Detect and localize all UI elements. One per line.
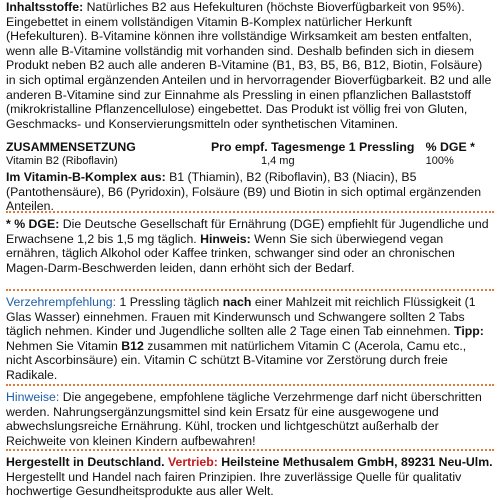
complex-section: [6, 170, 494, 214]
composition-cell-amount: 1,4 mg: [260, 155, 295, 168]
dge-text-1: Die Deutsche Gesellschaft für Ernährung (DGE) empfiehlt für Jugendliche und Erwachsene 1,2 bis 1,5 mg täglich.: [6, 217, 489, 246]
b12-label: B12: [121, 338, 144, 353]
complex-label: Im Vitamin-B-Komplex aus:: [6, 170, 166, 184]
hint-label: Hinweis:: [200, 231, 251, 246]
dosage-paragraph: [6, 295, 494, 383]
tip-label: Tipp:: [454, 324, 484, 339]
dge-text-2: Wenn Sie sich überwiegend vegan ernähren, täglich Alkohol oder Kaffee trinken, schwanger sind oder an chronischen Magen-Darm-Beschwerden leiden, dann erhöht sich der Bedarf.: [6, 231, 455, 275]
divider: [6, 384, 494, 386]
manufacturer-paragraph: [6, 455, 494, 499]
distributor-name: Heilsteine Methusalem GmbH, 89231 Neu-Ulm.: [217, 455, 493, 469]
complex-text: B1 (Thiamin), B2 (Riboflavin), B3 (Niacin), B5 (Pantothensäure), B6 (Pyridoxin), Folsäure (B9) und Biotin in sich optimal ergänzenden Anteilen.: [6, 170, 482, 214]
ingredients-section: [6, 0, 494, 131]
divider: [6, 211, 494, 213]
dosage-text-1: 1 Pressling täglich: [116, 295, 223, 309]
dge-section: [6, 217, 494, 275]
ingredients-paragraph: [6, 0, 494, 131]
composition-header-amount: Pro empf. Tagesmenge 1 Pressling: [210, 140, 415, 154]
dosage-text-2: einer Mahlzeit mit reichlich Flüssigkeit (1 Glas Wasser) einnehmen. Frauen mit Kinderwunsch und Schwangere sollten 2 Tabs täglich nehmen. Kinder und Jugendliche sollten alle 2 Tage einen Tab einnehmen.: [6, 295, 476, 339]
ingredients-text: Natürliches B2 aus Hefekulturen (höchste Bioverfügbarkeit von 95%). Eingebettet in einem vollständigen Vitamin B-Komplex natürlicher Herkunft (Hefekulturen). B-Vitamine können ihre vollständige Wirksamkeit am besten entfalten, wenn alle B-Vitamine vollständig mit vorhanden sind. Deshalb befinden sich in diesem Produkt neben B2 auch alle anderen B-Vitamine (B1, B3, B5, B6, B12, Biotin, Folsäure) in sich optimal ergänzenden Anteilen und in hervorragender Bioverfügbarkeit. B2 und alle anderen B-Vitamine sind zur Einnahme als Pressling in einen pflanzlichen Ballaststoff (mikrokristalline Pflanzencellulose) eingebettet. Das Produkt ist völlig frei von Gluten, Geschmacks- und Konservierungsmitteln oder synthetischen Vitaminen.: [6, 0, 492, 131]
composition-section: [6, 140, 494, 168]
dge-label: * % DGE:: [6, 217, 60, 231]
notes-section: [6, 390, 494, 448]
composition-cell-name: Vitamin B2 (Riboflavin): [6, 155, 118, 168]
divider: [6, 289, 494, 291]
dosage-text-4: zusammen mit natürlichem Vitamin C (Acerola, Camu etc., nicht Ascorbinsäure) ein. Vitamin C schützt B-Vitamine vor Zerstörung durch freie Radikale.: [6, 338, 467, 382]
composition-cell-dge: 100%: [425, 155, 454, 168]
dosage-label: Verzehrempfehlung:: [6, 295, 117, 309]
dosage-nach: nach: [222, 295, 252, 309]
complex-paragraph: [6, 170, 494, 214]
notes-text: Die angegebene, empfohlene tägliche Verzehrmenge darf nicht überschritten werden. Nahrungsergänzungsmittel sind kein Ersatz für eine ausgewogene und abwechslungsreiche Ernährung. Kühl, trocken und lichtgeschützt außerhalb der Reichweite von kleinen Kindern aufbewahren!: [6, 390, 482, 448]
dge-paragraph: [6, 217, 494, 275]
dosage-text-3: Nehmen Sie Vitamin: [6, 338, 122, 353]
distributor-label: Vertrieb:: [167, 455, 218, 469]
composition-table: [6, 140, 494, 168]
ingredients-label: Inhaltsstoffe:: [6, 0, 84, 14]
manufacturer-made-in: Hergestellt in Deutschland.: [6, 455, 168, 469]
manufacturer-text: Hergestellt und Handel nach fairen Prinzipien. Ihre zuverlässige Quelle für qualitativ hochwertige Gesundheitsprodukte aus aller Welt.: [6, 469, 462, 499]
manufacturer-section: [6, 455, 494, 499]
composition-row: [6, 154, 494, 168]
dosage-section: [6, 295, 494, 383]
composition-header-dge: % DGE *: [425, 140, 475, 154]
notes-paragraph: [6, 390, 494, 448]
divider: [6, 449, 494, 451]
notes-label: Hinweise:: [6, 390, 60, 404]
composition-header-name: ZUSAMMENSETZUNG: [6, 140, 136, 154]
composition-header-row: [6, 140, 494, 154]
